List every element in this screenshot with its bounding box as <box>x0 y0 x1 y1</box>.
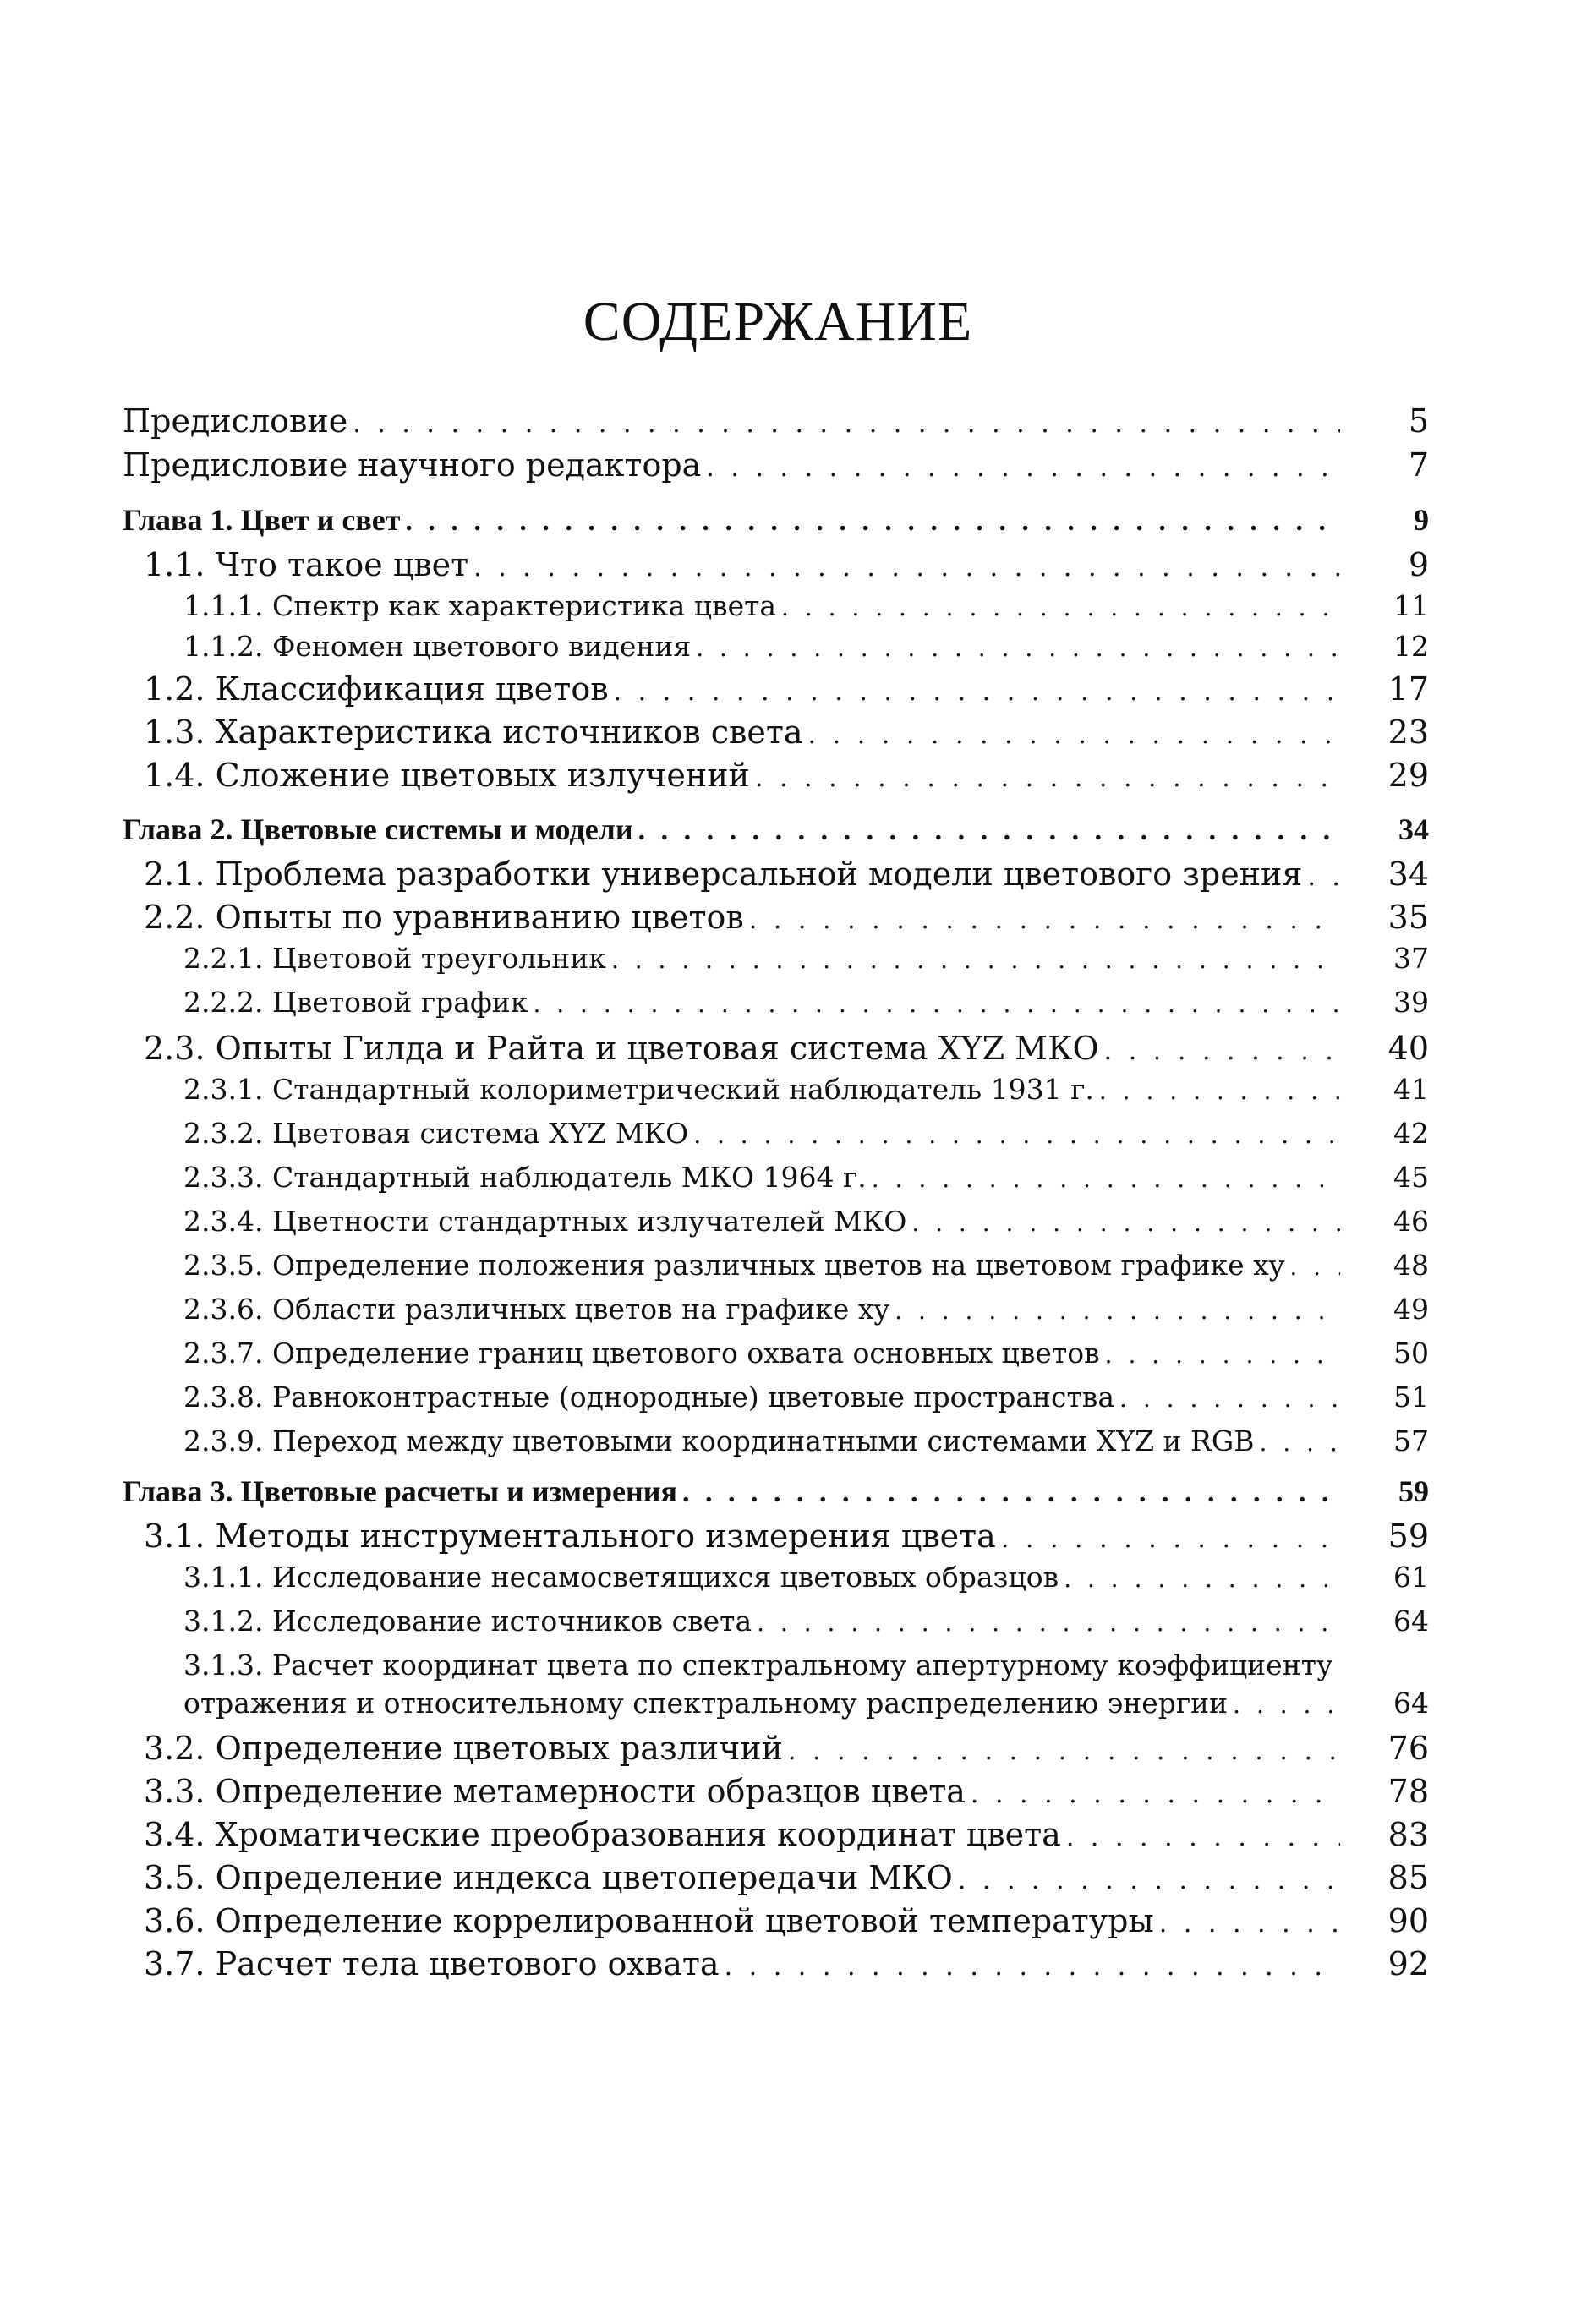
toc-entry-label: 2.3.5. Определение положения различных цветов на цветовом графике xy <box>183 1249 1289 1282</box>
toc-entry[interactable] <box>123 1381 1429 1424</box>
toc-entry[interactable] <box>123 1945 1429 1988</box>
toc-entry[interactable] <box>123 1293 1429 1337</box>
toc-page-number: 48 <box>1393 1249 1429 1282</box>
toc-page-number: 37 <box>1393 942 1429 975</box>
toc-entry-label: 2.3.7. Определение границ цветового охвата основных цветов <box>183 1337 1105 1370</box>
toc-entry-label: 3.5. Определение индекса цветопередачи МКО <box>144 1859 958 1896</box>
dot-leader <box>611 946 1340 974</box>
toc-page-number: 34 <box>1387 856 1429 893</box>
toc-entry-label: 2.3.4. Цветности стандартных излучателей МКО <box>183 1205 911 1238</box>
toc-entry-label: 3.6. Определение коррелированной цветовой температуры <box>144 1902 1159 1939</box>
toc-page-number: 59 <box>1398 1474 1429 1508</box>
toc-entry[interactable] <box>123 757 1429 800</box>
toc-entry-label: 3.3. Определение метамерности образцов цвета <box>144 1773 971 1810</box>
toc-entry[interactable] <box>123 1424 1429 1468</box>
toc-entry[interactable] <box>123 1517 1429 1561</box>
toc-entry[interactable] <box>123 986 1429 1030</box>
chapter-heading: Глава 1. Цвет и свет <box>123 502 405 538</box>
toc-entry[interactable] <box>123 630 1429 670</box>
toc-entry-label: 3.2. Определение цветовых различий <box>144 1730 788 1767</box>
toc-page-number: 9 <box>1408 546 1429 583</box>
dot-leader <box>1289 1253 1340 1281</box>
toc-page-number: 5 <box>1408 402 1429 440</box>
dot-leader <box>696 634 1340 662</box>
toc-entry-label: 2.3.1. Стандартный колориметрический наблюдатель 1931 г. <box>183 1073 1099 1106</box>
toc-entry[interactable] <box>123 1561 1429 1605</box>
toc-entry-label: 3.7. Расчет тела цветового охвата <box>144 1945 725 1982</box>
toc-chapter-2[interactable] <box>123 812 1429 856</box>
dot-leader <box>971 1780 1340 1809</box>
toc-page-number: 76 <box>1387 1730 1429 1767</box>
dot-leader <box>638 815 1340 847</box>
toc-entry[interactable] <box>123 1816 1429 1859</box>
toc-entry[interactable] <box>123 1073 1429 1117</box>
dot-leader <box>1233 1691 1340 1719</box>
toc-entry-label: 1.2. Классификация цветов <box>144 670 614 708</box>
toc-page-number: 23 <box>1387 714 1429 751</box>
toc-entry[interactable] <box>123 942 1429 986</box>
toc-entry[interactable] <box>123 670 1429 714</box>
toc-entry[interactable] <box>123 1161 1429 1205</box>
toc-entry-label-line2: отражения и относительному спектральному распределению энергии <box>183 1687 1233 1720</box>
toc-page-number: 57 <box>1393 1424 1429 1457</box>
toc-entry-label: 3.1.2. Исследование источников света <box>183 1605 757 1638</box>
dot-leader <box>1259 1429 1340 1457</box>
toc-page-number: 39 <box>1393 986 1429 1019</box>
toc-entry-label: 2.2. Опыты по уравниванию цветов <box>144 899 749 936</box>
toc-entry-label: 1.3. Характеристика источников света <box>144 714 808 751</box>
toc-entry-label: 2.2.2. Цветовой график <box>183 986 533 1019</box>
dot-leader <box>749 905 1340 935</box>
toc-entry[interactable] <box>123 1773 1429 1816</box>
toc-page-number: 59 <box>1387 1517 1429 1555</box>
toc-entry[interactable] <box>123 1117 1429 1161</box>
toc-entry-continuation <box>183 1687 1429 1720</box>
toc-page-number: 78 <box>1387 1773 1429 1810</box>
toc-page-number: 34 <box>1398 812 1429 846</box>
toc-entry-label: 1.1.2. Феномен цветового видения <box>183 630 696 663</box>
toc-entry-label: 2.3.6. Области различных цветов на графике xy <box>183 1293 895 1326</box>
dot-leader <box>1307 862 1340 892</box>
dot-leader <box>958 1866 1340 1895</box>
toc-entry[interactable] <box>123 1902 1429 1945</box>
dot-leader <box>1104 1036 1340 1066</box>
toc-chapter-3[interactable] <box>123 1474 1429 1517</box>
toc-page-number: 50 <box>1393 1337 1429 1370</box>
toc-entry[interactable] <box>123 546 1429 589</box>
dot-leader <box>693 1121 1340 1149</box>
toc-entry-label: 2.1. Проблема разработки универсальной модели цветового зрения <box>144 856 1307 893</box>
toc-page-number: 92 <box>1387 1945 1429 1982</box>
dot-leader <box>1099 1077 1340 1105</box>
toc-page-number: 12 <box>1393 630 1429 663</box>
dot-leader <box>911 1209 1340 1237</box>
toc-entry-preface[interactable] <box>123 402 1429 446</box>
toc-entry-label: 2.3. Опыты Гилда и Райта и цветовая система XYZ МКО <box>144 1030 1104 1067</box>
toc-page-number: 17 <box>1387 670 1429 708</box>
toc-page-number: 61 <box>1393 1561 1429 1594</box>
toc-page-number: 64 <box>1393 1687 1429 1720</box>
toc-entry-multiline[interactable] <box>123 1649 1429 1730</box>
toc-page-number: 7 <box>1408 446 1429 484</box>
toc-entry-label: 2.3.3. Стандартный наблюдатель МКО 1964 г. <box>183 1161 872 1194</box>
dot-leader <box>808 720 1340 750</box>
toc-entry-label: 3.1.1. Исследование несамосветящихся цветовых образцов <box>183 1561 1064 1594</box>
dot-leader <box>1001 1524 1340 1554</box>
toc-entry-label: 2.2.1. Цветовой треугольник <box>183 942 611 975</box>
table-of-contents <box>123 402 1429 1988</box>
dot-leader <box>405 506 1340 538</box>
toc-entry[interactable] <box>123 856 1429 899</box>
dot-leader <box>682 1477 1340 1509</box>
dot-leader <box>757 1609 1340 1637</box>
toc-page-number: 83 <box>1387 1816 1429 1853</box>
toc-page-number: 40 <box>1387 1030 1429 1067</box>
toc-entry-label: 1.4. Сложение цветовых излучений <box>144 757 755 794</box>
dot-leader <box>1105 1341 1340 1369</box>
chapter-heading: Глава 3. Цветовые расчеты и измерения <box>123 1474 682 1509</box>
toc-entry[interactable] <box>123 714 1429 757</box>
dot-leader <box>1066 1823 1340 1852</box>
toc-page-number: 45 <box>1393 1161 1429 1194</box>
toc-chapter-1[interactable] <box>123 502 1429 546</box>
toc-entry-label: 1.1. Что такое цвет <box>144 546 473 583</box>
toc-entry-editor-preface[interactable] <box>123 446 1429 490</box>
toc-page-number: 64 <box>1393 1605 1429 1638</box>
dot-leader <box>895 1297 1340 1325</box>
dot-leader <box>473 553 1340 582</box>
toc-entry[interactable] <box>123 589 1429 630</box>
toc-entry[interactable] <box>123 1337 1429 1381</box>
dot-leader <box>614 677 1340 707</box>
toc-entry-label: 2.3.9. Переход между цветовыми координатными системами XYZ и RGB <box>183 1424 1259 1457</box>
dot-leader <box>1064 1565 1340 1593</box>
dot-leader <box>725 1952 1340 1982</box>
toc-page-number: 46 <box>1393 1205 1429 1238</box>
dot-leader <box>788 1736 1340 1766</box>
dot-leader <box>755 763 1340 793</box>
dot-leader <box>533 990 1340 1018</box>
toc-page-number: 41 <box>1393 1073 1429 1106</box>
toc-page-number: 51 <box>1393 1381 1429 1414</box>
toc-page-number: 49 <box>1393 1293 1429 1326</box>
dot-leader <box>1119 1385 1340 1413</box>
toc-page-number: 11 <box>1393 589 1429 622</box>
dot-leader <box>872 1165 1340 1193</box>
toc-entry-label-line1: 3.1.3. Расчет координат цвета по спектральному апертурному коэффициенту <box>183 1649 1333 1681</box>
page-title: СОДЕРЖАНИЕ <box>583 291 973 353</box>
toc-entry[interactable] <box>123 1249 1429 1293</box>
toc-entry-label: Предисловие научного редактора <box>123 446 706 484</box>
toc-entry[interactable] <box>123 1605 1429 1649</box>
toc-entry[interactable] <box>123 899 1429 942</box>
toc-page-number: 29 <box>1387 757 1429 794</box>
toc-entry-label: 1.1.1. Спектр как характеристика цвета <box>183 589 781 622</box>
toc-page-number: 35 <box>1387 899 1429 936</box>
toc-page-number: 85 <box>1387 1859 1429 1896</box>
toc-page-number: 42 <box>1393 1117 1429 1150</box>
toc-entry-label: Предисловие <box>123 402 353 440</box>
chapter-heading: Глава 2. Цветовые системы и модели <box>123 812 638 847</box>
toc-page-number: 9 <box>1414 503 1429 537</box>
dot-leader <box>706 453 1340 483</box>
toc-entry[interactable] <box>123 1730 1429 1773</box>
toc-entry-label: 3.1. Методы инструментального измерения цвета <box>144 1517 1001 1555</box>
toc-entry-label: 2.3.2. Цветовая система XYZ МКО <box>183 1117 693 1150</box>
toc-entry[interactable] <box>123 1859 1429 1902</box>
toc-entry-label: 2.3.8. Равноконтрастные (однородные) цветовые пространства <box>183 1381 1119 1414</box>
dot-leader <box>781 593 1340 621</box>
toc-entry[interactable] <box>123 1205 1429 1249</box>
toc-entry[interactable] <box>123 1030 1429 1073</box>
toc-page-number: 90 <box>1387 1902 1429 1939</box>
toc-entry-label: 3.4. Хроматические преобразования координат цвета <box>144 1816 1066 1853</box>
dot-leader <box>353 409 1340 439</box>
dot-leader <box>1159 1909 1340 1938</box>
